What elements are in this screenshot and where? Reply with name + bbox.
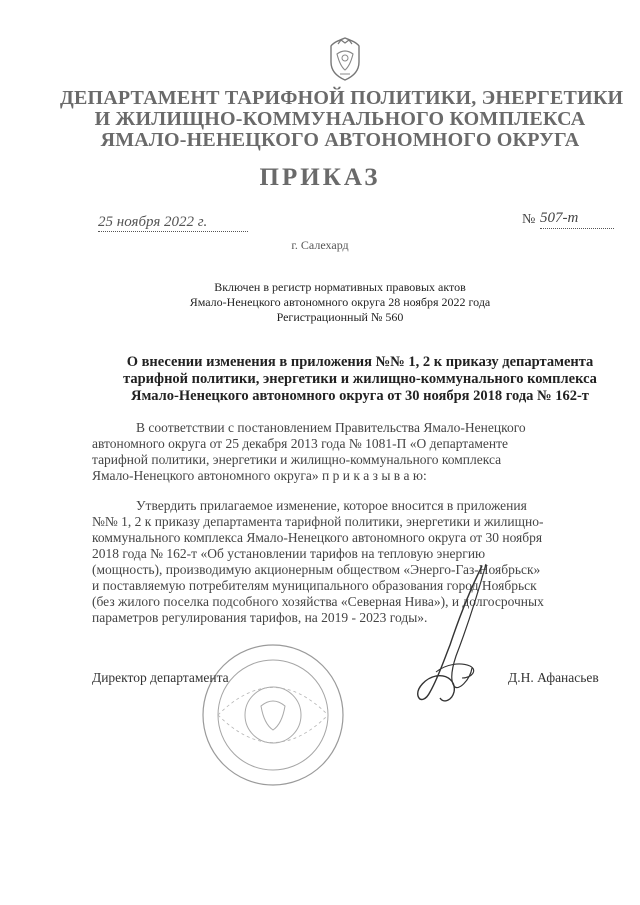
org-line-3: ЯМАЛО-НЕНЕЦКОГО АВТОНОМНОГО ОКРУГА — [100, 129, 580, 151]
number-handwritten: 507-т — [540, 210, 579, 226]
number-underline — [540, 228, 614, 229]
p2-line: №№ 1, 2 к приказу департамента тарифной политики, энергетики и жилищно- — [92, 514, 544, 529]
signer-name: Д.Н. Афанасьев — [508, 670, 599, 685]
p1-line: тарифной политики, энергетики и жилищно-коммунального комплекса — [92, 452, 502, 467]
p1-line: автономного округа от 25 декабря 2013 года № 1081-П «О департаменте — [92, 436, 509, 451]
p2-line: и поставляемую потребителям муниципального образования город Ноябрьск — [92, 578, 537, 593]
handwritten-signature-icon — [400, 560, 500, 710]
p2-line: Утвердить прилагаемое изменение, которое вносится в приложения — [136, 498, 527, 513]
subject-line-2: тарифной политики, энергетики и жилищно-коммунального комплекса — [123, 371, 597, 387]
registry-line-3: Регистрационный № 560 — [276, 310, 404, 324]
p2-line: (без жилого поселка подсобного хозяйства «Северная Нива»), и долгосрочных — [92, 594, 544, 609]
paragraph-decision — [92, 498, 614, 626]
p2-line: 2018 года № 162-т «Об установлении тарифов на тепловую энергию — [92, 546, 486, 561]
org-line-1: ДЕПАРТАМЕНТ ТАРИФНОЙ ПОЛИТИКИ, ЭНЕРГЕТИКИ — [60, 87, 624, 109]
date-underline — [98, 231, 248, 232]
official-seal-icon — [198, 640, 348, 790]
subject-line-1: О внесении изменения в приложения №№ 1, 2 к приказу департамента — [126, 354, 594, 370]
number-prefix: № — [522, 212, 536, 227]
p2-line: (мощность), производимую акционерным обществом «Энерго-Газ-Ноябрьск» — [92, 562, 541, 577]
paragraph-basis — [92, 420, 614, 484]
registry-note — [150, 280, 530, 325]
document-date — [98, 214, 248, 236]
city-label: г. Салехард — [291, 238, 349, 252]
registry-line-2: Ямало-Ненецкого автономного округа 28 ноября 2022 года — [189, 295, 491, 309]
registry-line-1: Включен в регистр нормативных правовых актов — [214, 280, 466, 294]
signer-position: Директор департамента — [92, 670, 229, 685]
p1-line: Ямало-Ненецкого автономного округа» п р и к а з ы в а ю: — [92, 468, 427, 483]
p2-line: коммунального комплекса Ямало-Ненецкого автономного округа от 30 ноября — [92, 530, 543, 545]
subject-line-3: Ямало-Ненецкого автономного округа от 30 ноября 2018 года № 162-т — [131, 388, 589, 404]
p1-line: В соответствии с постановлением Правительства Ямало-Ненецкого — [136, 420, 526, 435]
document-type-title: ПРИКАЗ — [259, 164, 381, 191]
document-number — [522, 210, 614, 232]
org-line-2: И ЖИЛИЩНО-КОММУНАЛЬНОГО КОМПЛЕКСА — [94, 108, 586, 130]
p2-line: параметров регулирования тарифов, на 2019 - 2023 годы». — [92, 610, 428, 625]
date-handwritten: 25 ноября 2022 г. — [98, 214, 208, 230]
organization-name — [60, 87, 624, 151]
order-subject — [100, 354, 620, 405]
coat-of-arms-icon — [328, 36, 362, 82]
